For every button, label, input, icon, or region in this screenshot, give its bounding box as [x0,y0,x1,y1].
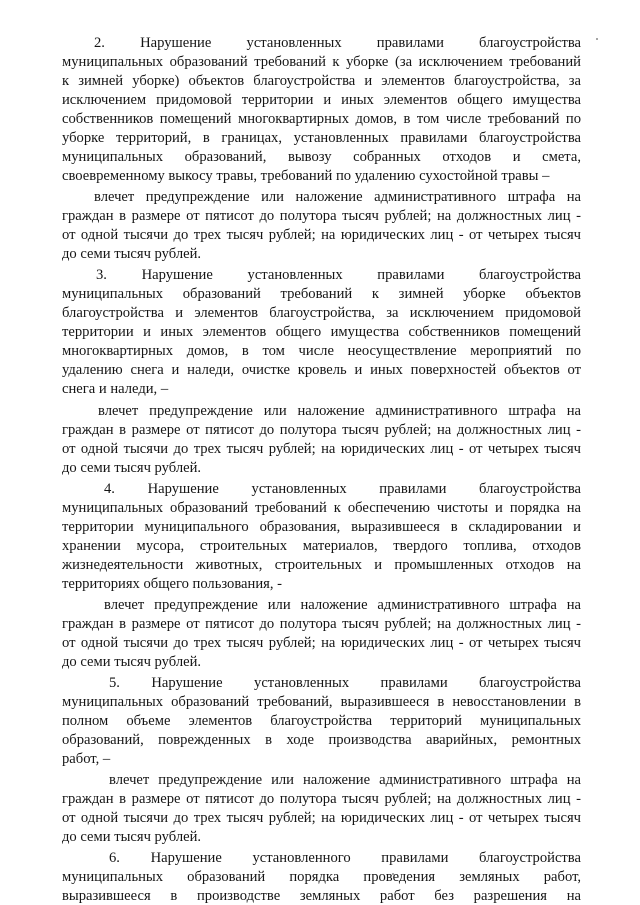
text-line: 5. Нарушение установленных правилами благоустройства [109,675,581,691]
text-line: муниципальных образований, вывозу собранных отходов и смета, [62,149,581,165]
text-line: муниципальных образований требований к обеспечению чистоты и порядка на [62,500,581,516]
text-line: своевременному выкосу травы, требований по удалению сухостойной травы – [62,168,550,184]
text-line: муниципальных образований требований, выразившееся в невосстановлении в [62,694,581,710]
text-line: работ, – [62,751,111,767]
text-line: полном объеме элементов благоустройства территорий муниципальных [62,713,581,729]
text-line: граждан в размере от пятисот до полутора тысяч рублей; на должностных лиц - [62,616,581,632]
text-line: удалению снега и наледи, очистке кровель и иных поверхностей объектов от [62,362,581,378]
text-line: территории и иных элементов общего имущества собственников помещений [62,324,581,340]
text-line: 2. Нарушение установленных правилами благоустройства [94,35,581,51]
text-line: до семи тысяч рублей. [62,246,202,262]
text-line: от одной тысячи до трех тысяч рублей; на юридических лиц - от четырех тысяч [62,810,581,826]
text-line: влечет предупреждение или наложение административного штрафа на [94,189,581,205]
text-line: хранении мусора, строительных материалов, твердого топлива, отходов [62,538,581,554]
text-line: муниципальных образований требований к зимней уборке объектов [62,286,581,302]
text-line: граждан в размере от пятисот до полутора тысяч рублей; на должностных лиц - [62,791,581,807]
text-line: к зимней уборке) объектов благоустройства и элементов благоустройства, за [62,73,581,89]
text-line: влечет предупреждение или наложение административного штрафа на [109,772,581,788]
text-line: 3. Нарушение установленных правилами благоустройства [96,267,581,283]
text-line: выразившееся в производстве земляных работ без разрешения на [62,888,581,904]
text-line: граждан в размере от пятисот до полутора тысяч рублей; на должностных лиц - [62,422,581,438]
text-line: образований, поврежденных в ходе производства аварийных, ремонтных [62,732,581,748]
text-line: исключением придомовой территории и иных элементов общего имущества [62,92,581,108]
text-line: снега и наледи, – [62,381,169,397]
text-line: от одной тысячи до трех тысяч рублей; на юридических лиц - от четырех тысяч [62,441,581,457]
text-line: территориях общего пользования, - [62,576,283,592]
text-line: муниципальных образований требований к уборке (за исключением требований [62,54,581,70]
text-line: муниципальных образований порядка проведения земляных работ, [62,869,581,885]
text-line: граждан в размере от пятисот до полутора тысяч рублей; на должностных лиц - [62,208,581,224]
text-line: уборке территорий, в границах, установленных правилами благоустройства [62,130,581,146]
scan-speck [596,38,598,40]
text-line: многоквартирных домов, в том числе неосуществление мероприятий по [62,343,581,359]
text-line: до семи тысяч рублей. [62,829,202,845]
text-line: территории муниципального образования, выразившееся в складировании и [62,519,581,535]
text-line: от одной тысячи до трех тысяч рублей; на юридических лиц - от четырех тысяч [62,227,581,243]
text-line: 6. Нарушение установленного правилами благоустройства [109,850,581,866]
text-line: от одной тысячи до трех тысяч рублей; на юридических лиц - от четырех тысяч [62,635,581,651]
text-line: влечет предупреждение или наложение административного штрафа на [104,597,581,613]
text-line: собственников помещений многоквартирных домов, в том числе требований по [62,111,581,127]
text-line: до семи тысяч рублей. [62,654,202,670]
text-line: до семи тысяч рублей. [62,460,202,476]
text-line: 4. Нарушение установленных правилами благоустройства [104,481,581,497]
text-line: благоустройства и элементов благоустройства, за исключением придомовой [62,305,581,321]
text-line: влечет предупреждение или наложение административного штрафа на [98,403,581,419]
text-line: жизнедеятельности животных, строительных и промышленных отходов на [62,557,581,573]
